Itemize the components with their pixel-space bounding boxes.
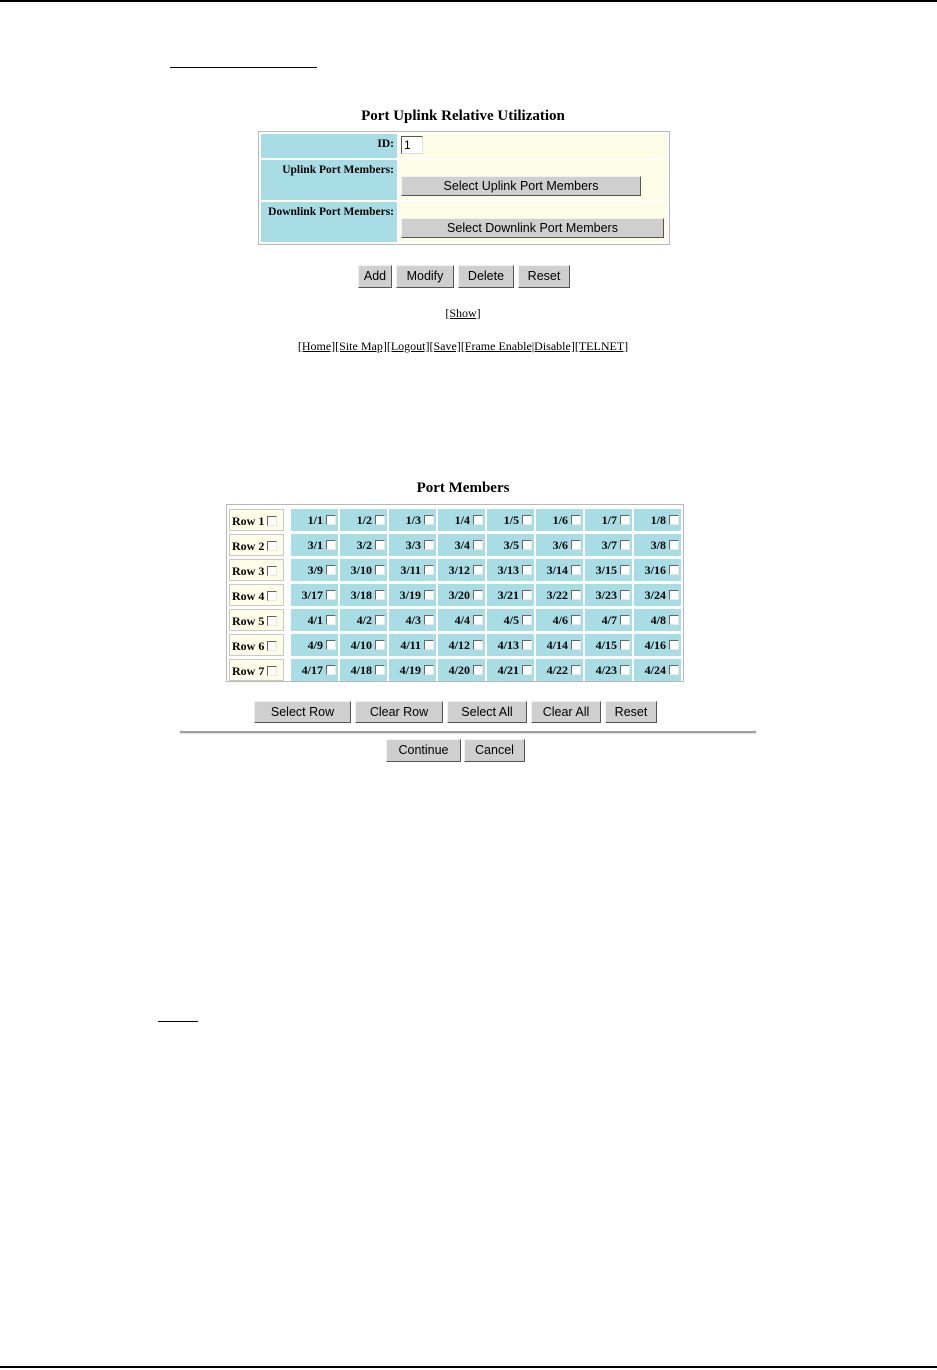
port-cell (585, 509, 632, 531)
port-checkbox[interactable] (522, 590, 532, 600)
port-cell (634, 634, 681, 656)
port-cell (536, 609, 583, 631)
port-cell (389, 659, 436, 681)
nav-save-link[interactable]: [Save] (429, 339, 461, 353)
port-label: 1/8 (650, 513, 666, 527)
port-cell (291, 634, 338, 656)
id-cell (399, 134, 667, 158)
port-cell (634, 534, 681, 556)
port-cell (438, 559, 485, 581)
port-label: 4/11 (400, 638, 421, 652)
port-checkbox[interactable] (473, 590, 483, 600)
show-link[interactable]: [Show] (445, 306, 481, 320)
modify-button[interactable]: Modify (396, 265, 454, 288)
port-checkbox[interactable] (326, 515, 336, 525)
port-checkbox[interactable] (424, 640, 434, 650)
port-reset-button[interactable]: Reset (605, 701, 657, 723)
select-all-button[interactable]: Select All (447, 701, 527, 723)
port-label: 4/13 (497, 638, 519, 652)
port-label: 1/5 (503, 513, 519, 527)
form-title: Port Uplink Relative Utilization (361, 108, 565, 124)
row-checkbox[interactable] (267, 516, 277, 526)
uplink-row (261, 160, 667, 200)
port-checkbox[interactable] (326, 590, 336, 600)
id-row (261, 134, 667, 158)
port-checkbox[interactable] (424, 565, 434, 575)
port-label: 4/19 (399, 663, 421, 677)
port-label: 4/16 (644, 638, 666, 652)
port-cell (634, 609, 681, 631)
port-checkbox[interactable] (571, 590, 581, 600)
port-label: 3/11 (400, 563, 421, 577)
port-label: 4/15 (595, 638, 617, 652)
port-checkbox[interactable] (375, 640, 385, 650)
port-checkbox[interactable] (571, 640, 581, 650)
port-checkbox[interactable] (522, 665, 532, 675)
heading-underline (170, 67, 317, 68)
port-cell (340, 559, 387, 581)
port-label: 4/8 (650, 613, 666, 627)
port-checkbox[interactable] (473, 665, 483, 675)
nav-frame-link[interactable]: [Frame Enable|Disable] (460, 339, 575, 353)
nav-logout-link[interactable]: [Logout] (386, 339, 430, 353)
row-checkbox[interactable] (267, 666, 277, 676)
port-label: 1/4 (454, 513, 470, 527)
port-cell (536, 659, 583, 681)
port-checkbox[interactable] (571, 565, 581, 575)
port-checkbox[interactable] (669, 590, 679, 600)
row-label: Row 1 (232, 514, 265, 528)
port-cell (340, 509, 387, 531)
port-label: 4/14 (546, 638, 568, 652)
port-label: 3/21 (497, 588, 519, 602)
port-checkbox[interactable] (522, 515, 532, 525)
cancel-button[interactable]: Cancel (464, 739, 525, 762)
port-checkbox[interactable] (620, 540, 630, 550)
row-label: Row 4 (232, 589, 265, 603)
port-label: 1/7 (601, 513, 617, 527)
port-label: 3/14 (546, 563, 568, 577)
port-cell (634, 559, 681, 581)
port-label: 4/22 (546, 663, 568, 677)
divider (180, 731, 756, 734)
port-checkbox[interactable] (326, 565, 336, 575)
port-cell (389, 584, 436, 606)
port-checkbox[interactable] (669, 665, 679, 675)
row-select-cell (229, 534, 284, 556)
port-label: 3/2 (356, 538, 372, 552)
port-cell (634, 659, 681, 681)
port-cell (585, 534, 632, 556)
port-label: 3/3 (405, 538, 421, 552)
port-label: 4/17 (301, 663, 323, 677)
port-label: 3/17 (301, 588, 323, 602)
port-checkbox[interactable] (326, 540, 336, 550)
port-cell (291, 559, 338, 581)
port-cell (487, 534, 534, 556)
port-label: 3/4 (454, 538, 470, 552)
port-members-table (226, 504, 684, 682)
port-checkbox[interactable] (473, 540, 483, 550)
port-checkbox[interactable] (620, 640, 630, 650)
port-cell (634, 509, 681, 531)
port-label: 3/9 (307, 563, 323, 577)
nav-links (0, 339, 926, 354)
port-label: 3/10 (350, 563, 372, 577)
port-label: 3/22 (546, 588, 568, 602)
nav-telnet-link[interactable]: [TELNET] (574, 339, 629, 353)
port-checkbox[interactable] (473, 640, 483, 650)
reset-button[interactable]: Reset (518, 265, 570, 288)
row-label: Row 5 (232, 614, 265, 628)
row-select-cell (229, 559, 284, 581)
port-checkbox[interactable] (375, 515, 385, 525)
port-checkbox[interactable] (522, 540, 532, 550)
port-checkbox[interactable] (522, 640, 532, 650)
uplink-form-table (258, 131, 670, 245)
row-checkbox[interactable] (267, 616, 277, 626)
port-cell (438, 634, 485, 656)
port-label: 4/5 (503, 613, 519, 627)
port-label: 3/6 (552, 538, 568, 552)
port-label: 1/2 (356, 513, 372, 527)
port-label: 3/13 (497, 563, 519, 577)
port-checkbox[interactable] (375, 615, 385, 625)
port-cell (438, 509, 485, 531)
port-checkbox[interactable] (326, 615, 336, 625)
downlink-cell (399, 202, 667, 242)
port-cell (438, 659, 485, 681)
port-checkbox[interactable] (620, 590, 630, 600)
select-uplink-button[interactable]: Select Uplink Port Members (401, 176, 641, 196)
row-select-cell (229, 584, 284, 606)
port-label: 1/3 (405, 513, 421, 527)
port-cell (291, 534, 338, 556)
port-cell (487, 659, 534, 681)
port-checkbox[interactable] (424, 515, 434, 525)
port-checkbox[interactable] (375, 540, 385, 550)
port-cell (438, 534, 485, 556)
port-label: 4/21 (497, 663, 519, 677)
nav-home-link[interactable]: [Home] (297, 339, 336, 353)
port-checkbox[interactable] (522, 615, 532, 625)
port-checkbox[interactable] (326, 640, 336, 650)
port-cell (340, 609, 387, 631)
row-label: Row 3 (232, 564, 265, 578)
port-label: 3/5 (503, 538, 519, 552)
clear-all-button[interactable]: Clear All (531, 701, 601, 723)
port-cell (585, 609, 632, 631)
port-label: 3/24 (644, 588, 666, 602)
port-label: 4/23 (595, 663, 617, 677)
port-checkbox[interactable] (620, 615, 630, 625)
port-cell (340, 634, 387, 656)
uplink-label: Uplink Port Members: (261, 160, 397, 200)
port-label: 4/9 (307, 638, 323, 652)
port-cell (536, 634, 583, 656)
port-cell (487, 559, 534, 581)
port-checkbox[interactable] (375, 590, 385, 600)
add-button[interactable]: Add (358, 265, 392, 288)
port-cell (438, 584, 485, 606)
port-cell (634, 584, 681, 606)
row-checkbox[interactable] (267, 641, 277, 651)
port-label: 4/10 (350, 638, 372, 652)
uplink-cell (399, 160, 667, 200)
port-label: 3/12 (448, 563, 470, 577)
id-input[interactable] (401, 136, 423, 154)
port-checkbox[interactable] (620, 565, 630, 575)
port-cell (487, 634, 534, 656)
port-cell (340, 659, 387, 681)
port-checkbox[interactable] (473, 565, 483, 575)
row-select-cell (229, 509, 284, 531)
port-checkbox[interactable] (669, 640, 679, 650)
port-checkbox[interactable] (375, 565, 385, 575)
row-checkbox[interactable] (267, 566, 277, 576)
port-cell (340, 584, 387, 606)
port-cell (291, 584, 338, 606)
port-label: 3/16 (644, 563, 666, 577)
port-cell (389, 559, 436, 581)
port-checkbox[interactable] (620, 515, 630, 525)
bottom-rule (0, 1366, 937, 1368)
port-cell (291, 609, 338, 631)
port-checkbox[interactable] (571, 515, 581, 525)
row-select-cell (229, 609, 284, 631)
port-checkbox[interactable] (424, 540, 434, 550)
port-checkbox[interactable] (424, 665, 434, 675)
row-label: Row 6 (232, 639, 265, 653)
port-label: 3/20 (448, 588, 470, 602)
port-checkbox[interactable] (571, 665, 581, 675)
port-members-title: Port Members (416, 480, 510, 496)
port-label: 1/1 (307, 513, 323, 527)
port-checkbox[interactable] (424, 590, 434, 600)
port-label: 3/18 (350, 588, 372, 602)
clear-row-button[interactable]: Clear Row (355, 701, 443, 723)
row-label: Row 7 (232, 664, 265, 678)
port-cell (536, 534, 583, 556)
port-checkbox[interactable] (326, 665, 336, 675)
port-checkbox[interactable] (571, 615, 581, 625)
port-label: 3/8 (650, 538, 666, 552)
port-checkbox[interactable] (669, 515, 679, 525)
port-checkbox[interactable] (669, 615, 679, 625)
port-cell (291, 659, 338, 681)
id-label: ID: (261, 134, 397, 158)
port-cell (487, 509, 534, 531)
port-cell (291, 509, 338, 531)
port-checkbox[interactable] (473, 515, 483, 525)
port-label: 4/2 (356, 613, 372, 627)
row-checkbox[interactable] (267, 541, 277, 551)
continue-button[interactable]: Continue (386, 739, 461, 762)
nav-site-map-link[interactable]: [Site Map] (335, 339, 387, 353)
port-checkbox[interactable] (473, 615, 483, 625)
port-checkbox[interactable] (522, 565, 532, 575)
show-link-line (0, 306, 926, 321)
port-checkbox[interactable] (669, 565, 679, 575)
port-label: 3/1 (307, 538, 323, 552)
downlink-row (261, 202, 667, 242)
port-checkbox[interactable] (620, 665, 630, 675)
port-label: 4/7 (601, 613, 617, 627)
delete-button[interactable]: Delete (458, 265, 514, 288)
port-cell (585, 559, 632, 581)
port-checkbox[interactable] (669, 540, 679, 550)
footnote-underline (158, 1021, 198, 1022)
row-label: Row 2 (232, 539, 265, 553)
port-label: 3/7 (601, 538, 617, 552)
port-cell (585, 659, 632, 681)
downlink-label: Downlink Port Members: (261, 202, 397, 242)
port-cell (487, 584, 534, 606)
port-cell (536, 584, 583, 606)
top-rule (0, 0, 937, 2)
port-cell (487, 609, 534, 631)
port-cell (536, 559, 583, 581)
port-cell (536, 509, 583, 531)
port-label: 3/19 (399, 588, 421, 602)
port-label: 4/4 (454, 613, 470, 627)
row-select-cell (229, 634, 284, 656)
row-select-cell (229, 659, 284, 681)
port-cell (438, 609, 485, 631)
port-checkbox[interactable] (375, 665, 385, 675)
port-cell (389, 509, 436, 531)
select-row-button[interactable]: Select Row (254, 701, 351, 723)
port-cell (585, 634, 632, 656)
port-label: 4/3 (405, 613, 421, 627)
port-checkbox[interactable] (571, 540, 581, 550)
port-checkbox[interactable] (424, 615, 434, 625)
port-label: 3/23 (595, 588, 617, 602)
port-label: 4/20 (448, 663, 470, 677)
port-label: 4/24 (644, 663, 666, 677)
port-label: 1/6 (552, 513, 568, 527)
port-label: 4/6 (552, 613, 568, 627)
port-cell (340, 534, 387, 556)
port-label: 4/1 (307, 613, 323, 627)
select-downlink-button[interactable]: Select Downlink Port Members (401, 218, 664, 238)
port-label: 3/15 (595, 563, 617, 577)
port-cell (389, 609, 436, 631)
port-cell (389, 534, 436, 556)
port-label: 4/12 (448, 638, 470, 652)
port-label: 4/18 (350, 663, 372, 677)
port-cell (389, 634, 436, 656)
port-cell (585, 584, 632, 606)
row-checkbox[interactable] (267, 591, 277, 601)
